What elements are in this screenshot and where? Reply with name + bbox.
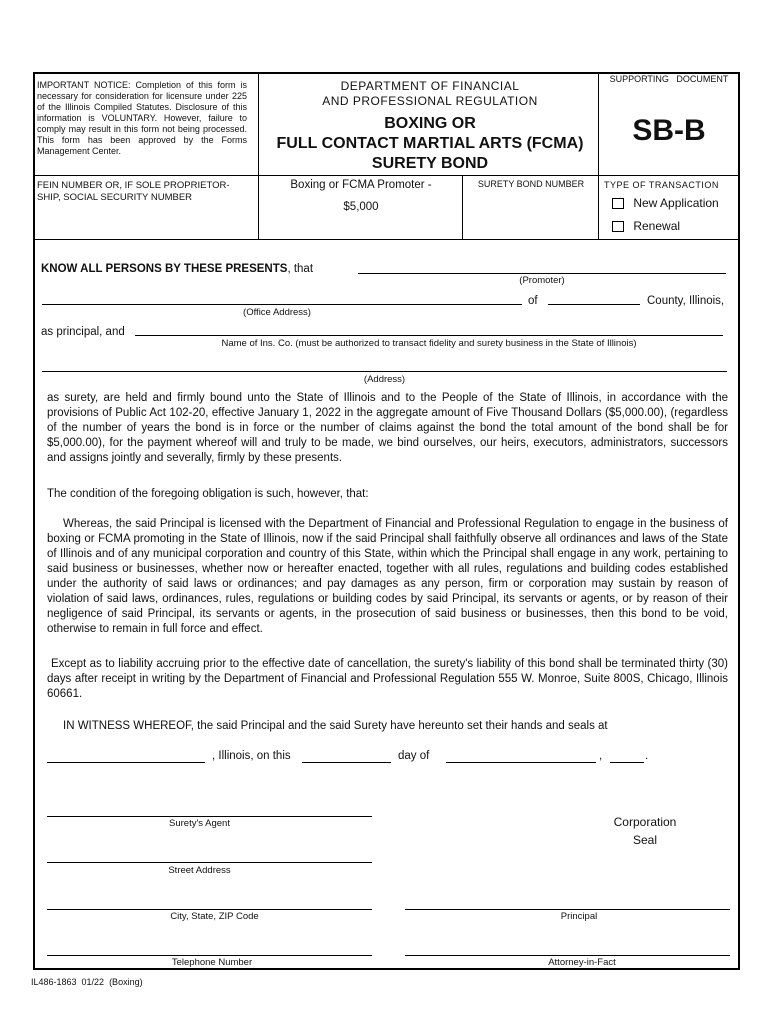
suretys-agent-caption: Surety's Agent	[169, 818, 230, 829]
day-of-text: day of	[398, 750, 430, 762]
form-code: SB-B	[632, 114, 706, 147]
day-field[interactable]	[302, 762, 391, 763]
month-field[interactable]	[446, 762, 596, 763]
transaction-type-label: TYPE OF TRANSACTION	[604, 180, 719, 190]
divider	[258, 73, 259, 239]
title-line-1: BOXING OR	[384, 115, 476, 132]
street-address-field[interactable]	[47, 862, 372, 863]
office-address-caption: (Office Address)	[243, 307, 311, 318]
corporation-text: Corporation	[613, 815, 677, 829]
illinois-on-this: , Illinois, on this	[212, 750, 291, 762]
principal-caption: Principal	[560, 911, 598, 922]
bond-paragraph: as surety, are held and firmly bound unto the State of Illinois and to the People of the State of Illinois, in accordance with the provisions of Public Act 102-20, effective January 1, 2022 in the aggregate amount of Five Thousand Dollars ($5,000.00), (regardless of the number of years the bond is in force or the number of claims against the bond the total amount of the bond shall be for $5,000.00), for the payment whereof will and truly to be made, we bind ourselves, our heirs, executors, administrators, successors and assigns jointly and severally, firmly by these presents.	[47, 392, 728, 464]
principal-signature-field[interactable]	[405, 909, 730, 910]
office-address-field[interactable]	[42, 304, 522, 305]
seal-text: Seal	[632, 833, 658, 847]
important-notice: IMPORTANT NOTICE: Completion of this form is necessary for consideration for licensure under 225 of the Illinois Compiled Statutes. Disclosure of this information is VOLUNTARY. However, failure to comply may result in this form not being processed. This form has been approved by the Forms Management Center.	[37, 80, 247, 156]
cancellation-paragraph: Except as to liability accruing prior to the effective date of cancellation, the surety's liability of this bond shall be terminated thirty (30) days after receipt in writing by the Department of Financial and Professional Regulation 555 W. Monroe, Suite 800S, Chicago, Illinois 60661.	[47, 658, 728, 700]
insurance-company-field[interactable]	[135, 335, 723, 336]
promoter-field[interactable]	[358, 273, 726, 274]
know-all-rest: , that	[287, 263, 314, 275]
know-all-persons	[41, 263, 313, 275]
new-application-option[interactable]	[612, 196, 719, 210]
year-field[interactable]	[610, 762, 644, 763]
department-line-2: AND PROFESSIONAL REGULATION	[322, 94, 538, 108]
promoter-amount: $5,000	[343, 201, 379, 213]
surety-bond-number-label: SURETY BOND NUMBER	[477, 179, 585, 189]
renewal-checkbox[interactable]	[612, 221, 624, 232]
department-line-1: DEPARTMENT OF FINANCIAL	[340, 79, 520, 93]
street-address-caption: Street Address	[168, 865, 231, 876]
county-text: County, Illinois,	[647, 295, 725, 307]
whereas-paragraph: Whereas, the said Principal is licensed with the Department of Financial and Professional Regulation to engage in the business of boxing or FCMA promoting in the State of Illinois, now if the said Principal shall faithfully observe all ordinances and laws of the State of Illinois and of any municipal corporation and country of this State, within which the Principal shall engage in any work, pertaining to said business or businesses, whether now or hereafter enacted, together with all rules, regulations and building codes established under the authority of said laws or ordinances; and pay damages as any person, firm or corporation may sustain by reason of violation of said laws, ordinances, rules, regulations or building codes by said Principal, its servants or agents, or by reason of their negligence of said Principal, its servants or agents, in the prosecution of said business or businesses, then this bond to be void, otherwise to remain in full force and effect.	[47, 518, 728, 635]
new-application-checkbox[interactable]	[612, 198, 624, 209]
know-all-bold: KNOW ALL PERSONS BY THESE PRESENTS	[41, 263, 288, 275]
period-text: .	[645, 750, 649, 762]
comma-text: ,	[599, 750, 603, 762]
divider	[34, 239, 739, 240]
fein-label: FEIN NUMBER OR, IF SOLE PROPRIETOR-SHIP, SOCIAL SECURITY NUMBER	[37, 180, 230, 203]
city-field[interactable]	[47, 762, 205, 763]
surety-address-field[interactable]	[42, 371, 727, 372]
renewal-label: Renewal	[633, 219, 681, 233]
telephone-number-caption: Telephone Number	[171, 957, 253, 968]
insurance-company-caption: Name of Ins. Co. (must be authorized to transact fidelity and surety business in the State of Illinois)	[221, 338, 637, 349]
address-caption: (Address)	[363, 374, 406, 385]
attorney-in-fact-caption: Attorney-in-Fact	[548, 957, 616, 968]
city-state-zip-caption: City, State, ZIP Code	[170, 911, 259, 922]
divider	[34, 175, 739, 176]
divider	[462, 175, 463, 239]
attorney-in-fact-field[interactable]	[405, 955, 730, 956]
promoter-caption: (Promoter)	[519, 275, 565, 286]
of-text: of	[528, 295, 538, 307]
suretys-agent-field[interactable]	[47, 816, 372, 817]
as-principal-text: as principal, and	[41, 326, 125, 338]
telephone-number-field[interactable]	[47, 955, 372, 956]
condition-paragraph: The condition of the foregoing obligation is such, however, that:	[47, 488, 369, 500]
witness-paragraph: IN WITNESS WHEREOF, the said Principal and the said Surety have hereunto set their hands and seals at	[63, 720, 608, 732]
form-number: IL486-1863 01/22 (Boxing)	[31, 977, 143, 987]
title-line-3: SURETY BOND	[371, 155, 489, 172]
new-application-label: New Application	[633, 196, 719, 210]
renewal-option[interactable]	[612, 219, 680, 233]
promoter-label: Boxing or FCMA Promoter -	[290, 179, 432, 191]
city-state-zip-field[interactable]	[47, 909, 372, 910]
supporting-document-label: SUPPORTING DOCUMENT	[609, 74, 729, 84]
county-field[interactable]	[548, 304, 640, 305]
title-line-2: FULL CONTACT MARTIAL ARTS (FCMA)	[276, 135, 584, 152]
